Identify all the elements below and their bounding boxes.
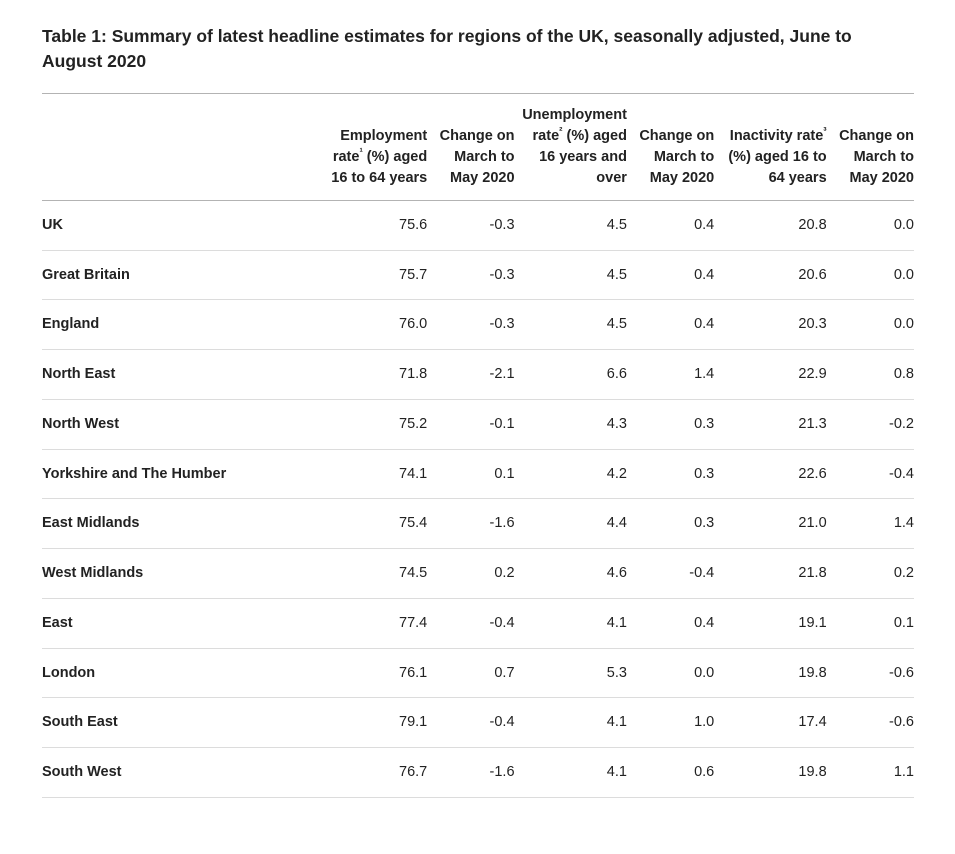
table-cell-region: South East bbox=[42, 698, 315, 748]
table-cell-inact_rate: 21.0 bbox=[714, 499, 826, 549]
table-cell-unemp_change: -0.4 bbox=[627, 549, 714, 599]
table-cell-region: North East bbox=[42, 350, 315, 400]
table-cell-unemp_rate: 4.6 bbox=[515, 549, 627, 599]
table-cell-emp_change: -1.6 bbox=[427, 499, 514, 549]
table-row bbox=[42, 399, 914, 449]
column-header-unemployment-change: Change on March to May 2020 bbox=[627, 93, 714, 200]
table-cell-emp_change: -0.3 bbox=[427, 300, 514, 350]
table-cell-inact_change: -0.4 bbox=[827, 449, 914, 499]
table-cell-unemp_change: 1.4 bbox=[627, 350, 714, 400]
table-header bbox=[42, 93, 914, 200]
table-cell-inact_change: 0.0 bbox=[827, 250, 914, 300]
table-cell-unemp_rate: 4.1 bbox=[515, 698, 627, 748]
table-cell-emp_change: -0.4 bbox=[427, 598, 514, 648]
table-cell-unemp_rate: 4.5 bbox=[515, 200, 627, 250]
footnote-marker: ² bbox=[559, 125, 563, 137]
column-header-employment-change: Change on March to May 2020 bbox=[427, 93, 514, 200]
table-row bbox=[42, 549, 914, 599]
table-cell-unemp_change: 0.3 bbox=[627, 399, 714, 449]
table-cell-unemp_change: 0.4 bbox=[627, 598, 714, 648]
table-cell-unemp_rate: 4.2 bbox=[515, 449, 627, 499]
table-cell-region: England bbox=[42, 300, 315, 350]
table-cell-unemp_change: 0.4 bbox=[627, 250, 714, 300]
table-cell-region: Great Britain bbox=[42, 250, 315, 300]
column-header-inactivity-rate: Inactivity rate$^{^3}$ (%) aged 16 to 64 years bbox=[714, 93, 826, 200]
table-cell-emp_change: -0.3 bbox=[427, 250, 514, 300]
table-cell-emp_change: -1.6 bbox=[427, 748, 514, 798]
table-cell-inact_rate: 17.4 bbox=[714, 698, 826, 748]
table-body bbox=[42, 200, 914, 797]
table-row bbox=[42, 648, 914, 698]
table-row bbox=[42, 350, 914, 400]
table-row bbox=[42, 598, 914, 648]
table-cell-region: UK bbox=[42, 200, 315, 250]
table-cell-unemp_rate: 4.3 bbox=[515, 399, 627, 449]
table-cell-unemp_rate: 4.5 bbox=[515, 300, 627, 350]
table-cell-region: North West bbox=[42, 399, 315, 449]
footnote-marker: ¹ bbox=[359, 146, 363, 158]
table-row bbox=[42, 300, 914, 350]
column-header-unemployment-rate: Unemployment rate$^{^2}$ (%) aged 16 years and over bbox=[515, 93, 627, 200]
table-row bbox=[42, 200, 914, 250]
table-cell-region: East Midlands bbox=[42, 499, 315, 549]
table-cell-region: East bbox=[42, 598, 315, 648]
table-cell-inact_rate: 21.3 bbox=[714, 399, 826, 449]
table-cell-emp_change: -0.1 bbox=[427, 399, 514, 449]
table-title: Table 1: Summary of latest headline estimates for regions of the UK, seasonally adjusted, June to August 2020 bbox=[42, 26, 852, 72]
table-cell-inact_change: 0.0 bbox=[827, 200, 914, 250]
table-cell-inact_rate: 19.8 bbox=[714, 648, 826, 698]
table-cell-inact_change: -0.2 bbox=[827, 399, 914, 449]
table-cell-emp_rate: 74.1 bbox=[315, 449, 427, 499]
table-cell-unemp_change: 1.0 bbox=[627, 698, 714, 748]
table-cell-unemp_rate: 4.5 bbox=[515, 250, 627, 300]
footnote-marker: ³ bbox=[823, 125, 827, 137]
table-cell-unemp_change: 0.4 bbox=[627, 300, 714, 350]
column-header-region bbox=[42, 93, 315, 200]
summary-table bbox=[42, 93, 914, 798]
table-cell-emp_change: 0.7 bbox=[427, 648, 514, 698]
table-cell-inact_rate: 22.6 bbox=[714, 449, 826, 499]
table-cell-emp_change: -2.1 bbox=[427, 350, 514, 400]
table-cell-inact_change: 1.4 bbox=[827, 499, 914, 549]
table-cell-unemp_change: 0.0 bbox=[627, 648, 714, 698]
table-cell-emp_rate: 75.6 bbox=[315, 200, 427, 250]
table-cell-emp_rate: 74.5 bbox=[315, 549, 427, 599]
table-row bbox=[42, 698, 914, 748]
table-cell-region: West Midlands bbox=[42, 549, 315, 599]
table-row bbox=[42, 499, 914, 549]
table-cell-inact_change: 0.1 bbox=[827, 598, 914, 648]
table-cell-unemp_rate: 5.3 bbox=[515, 648, 627, 698]
table-cell-unemp_rate: 4.4 bbox=[515, 499, 627, 549]
table-header-row bbox=[42, 93, 914, 200]
table-cell-unemp_rate: 6.6 bbox=[515, 350, 627, 400]
table-cell-inact_rate: 20.8 bbox=[714, 200, 826, 250]
table-cell-emp_rate: 76.0 bbox=[315, 300, 427, 350]
table-cell-emp_change: 0.1 bbox=[427, 449, 514, 499]
table-cell-inact_change: -0.6 bbox=[827, 698, 914, 748]
table-cell-unemp_change: 0.3 bbox=[627, 449, 714, 499]
table-cell-inact_change: 0.2 bbox=[827, 549, 914, 599]
table-row bbox=[42, 250, 914, 300]
table-cell-emp_rate: 77.4 bbox=[315, 598, 427, 648]
table-cell-emp_rate: 75.7 bbox=[315, 250, 427, 300]
table-row bbox=[42, 748, 914, 798]
table-cell-emp_change: -0.4 bbox=[427, 698, 514, 748]
table-cell-region: London bbox=[42, 648, 315, 698]
table-cell-inact_rate: 22.9 bbox=[714, 350, 826, 400]
table-cell-emp_rate: 79.1 bbox=[315, 698, 427, 748]
table-cell-inact_change: 0.0 bbox=[827, 300, 914, 350]
column-header-inactivity-change: Change on March to May 2020 bbox=[827, 93, 914, 200]
table-cell-inact_rate: 20.6 bbox=[714, 250, 826, 300]
table-cell-unemp_change: 0.3 bbox=[627, 499, 714, 549]
table-cell-emp_change: -0.3 bbox=[427, 200, 514, 250]
table-cell-unemp_change: 0.4 bbox=[627, 200, 714, 250]
table-cell-unemp_rate: 4.1 bbox=[515, 598, 627, 648]
table-cell-inact_rate: 19.1 bbox=[714, 598, 826, 648]
table-row bbox=[42, 449, 914, 499]
table-cell-inact_change: -0.6 bbox=[827, 648, 914, 698]
column-header-employment-rate: Employment rate$^{^1}$ (%) aged 16 to 64 years bbox=[315, 93, 427, 200]
table-cell-region: Yorkshire and The Humber bbox=[42, 449, 315, 499]
table-cell-unemp_rate: 4.1 bbox=[515, 748, 627, 798]
table-cell-inact_rate: 20.3 bbox=[714, 300, 826, 350]
table-cell-inact_rate: 21.8 bbox=[714, 549, 826, 599]
table-cell-inact_change: 0.8 bbox=[827, 350, 914, 400]
table-cell-inact_change: 1.1 bbox=[827, 748, 914, 798]
table-cell-emp_rate: 76.1 bbox=[315, 648, 427, 698]
table-cell-inact_rate: 19.8 bbox=[714, 748, 826, 798]
table-cell-emp_rate: 75.4 bbox=[315, 499, 427, 549]
table-cell-emp_rate: 71.8 bbox=[315, 350, 427, 400]
table-cell-emp_rate: 75.2 bbox=[315, 399, 427, 449]
table-cell-emp_rate: 76.7 bbox=[315, 748, 427, 798]
table-cell-region: South West bbox=[42, 748, 315, 798]
table-cell-unemp_change: 0.6 bbox=[627, 748, 714, 798]
table-cell-emp_change: 0.2 bbox=[427, 549, 514, 599]
